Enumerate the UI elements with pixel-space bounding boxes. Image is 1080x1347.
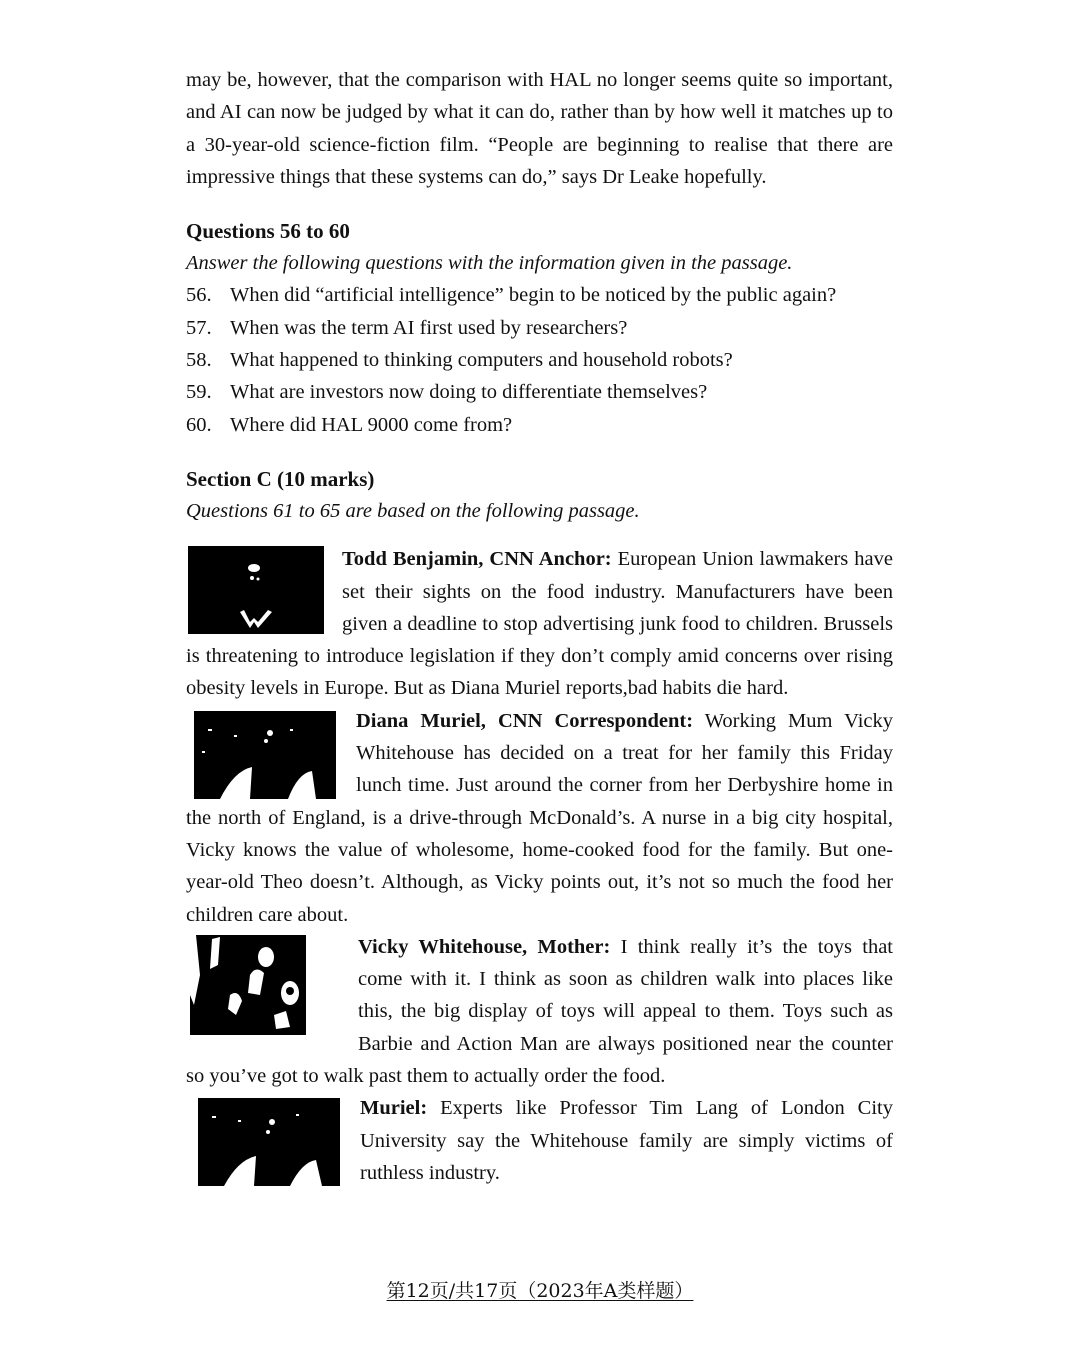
transcript-block-muriel (186, 1092, 893, 1189)
question-item (186, 344, 893, 376)
question-number: 59. (186, 381, 212, 404)
transcript-block-anchor (186, 543, 893, 704)
question-text: What happened to thinking computers and household robots? (230, 349, 733, 372)
speaker-text: I think really it’s the toys that come with it. I think as soon as children walk into places like this, the big display of toys will appeal to them. Toys such as Barbie and Action Man are always positioned near the counter so you’ve got to walk past them to actually order the food. (186, 935, 894, 1088)
question-number: 56. (186, 284, 212, 307)
question-item (186, 376, 893, 408)
transcript-block-mother (186, 931, 893, 1092)
question-list (186, 279, 893, 440)
question-text: When was the term AI first used by researchers? (230, 316, 628, 339)
intro-paragraph: may be, however, that the comparison with HAL no longer seems quite so important, and AI can now be judged by what it can do, rather than by how well it matches up to a 30-year-old science-fiction film. “People are beginning to realise that there are impressive things that these systems can do,” says Dr Leake hopefully. (186, 69, 893, 188)
question-item (186, 312, 893, 344)
page-footer (0, 1276, 1080, 1303)
mother-photo-image (190, 935, 306, 1035)
speaker-name: Vicky Whitehouse, Mother: (358, 935, 611, 958)
question-number: 60. (186, 413, 212, 436)
section-c-heading: Section C (10 marks) (186, 466, 375, 491)
question-number: 57. (186, 316, 212, 339)
speaker-name: Diana Muriel, CNN Correspondent: (356, 709, 694, 732)
speaker-text: Experts like Professor Tim Lang of London City University say the Whitehouse family are simply victims of ruthless industry. (360, 1097, 893, 1184)
transcript-block-correspondent (186, 705, 893, 931)
muriel-photo-image (198, 1098, 340, 1186)
page-number-label: 第12页/共17页（2023年A类样题） (386, 1280, 694, 1302)
correspondent-photo (194, 711, 336, 799)
section-c-instruction: Questions 61 to 65 are based on the following passage. (186, 499, 640, 522)
correspondent-photo-image (194, 711, 336, 799)
speaker-text: Working Mum Vicky Whitehouse has decided on a treat for her family this Friday lunch time. Just around the corner from her Derbyshire home in the north of England, is a drive-through McDonald’s. A nurse in a big city hospital, Vicky knows the value of wholesome, home-cooked food for the family. But one-year-old Theo doesn’t. Although, as Vicky points out, it’s not so much the food her children care about. (186, 709, 893, 926)
anchor-photo-image (188, 546, 324, 634)
question-text: When did “artificial intelligence” begin to be noticed by the public again? (230, 284, 837, 307)
question-item (186, 409, 893, 441)
question-number: 58. (186, 349, 212, 372)
question-text: What are investors now doing to differentiate themselves? (230, 381, 708, 404)
questions-instruction: Answer the following questions with the information given in the passage. (186, 252, 793, 275)
page-content (186, 64, 893, 1189)
question-item (186, 279, 893, 311)
muriel-photo (198, 1098, 340, 1186)
mother-photo (190, 935, 306, 1035)
questions-heading: Questions 56 to 60 (186, 219, 350, 244)
speaker-text: European Union lawmakers have set their sights on the food industry. Manufacturers have been given a deadline to stop advertising junk food to children. Brussels is threatening to introduce legislation if they don’t comply amid concerns over rising obesity levels in Europe. But as Diana Muriel reports,bad habits die hard. (186, 548, 893, 700)
speaker-name: Todd Benjamin, CNN Anchor: (342, 548, 612, 571)
anchor-photo (188, 546, 324, 634)
question-text: Where did HAL 9000 come from? (230, 413, 513, 436)
speaker-name: Muriel: (360, 1097, 428, 1120)
